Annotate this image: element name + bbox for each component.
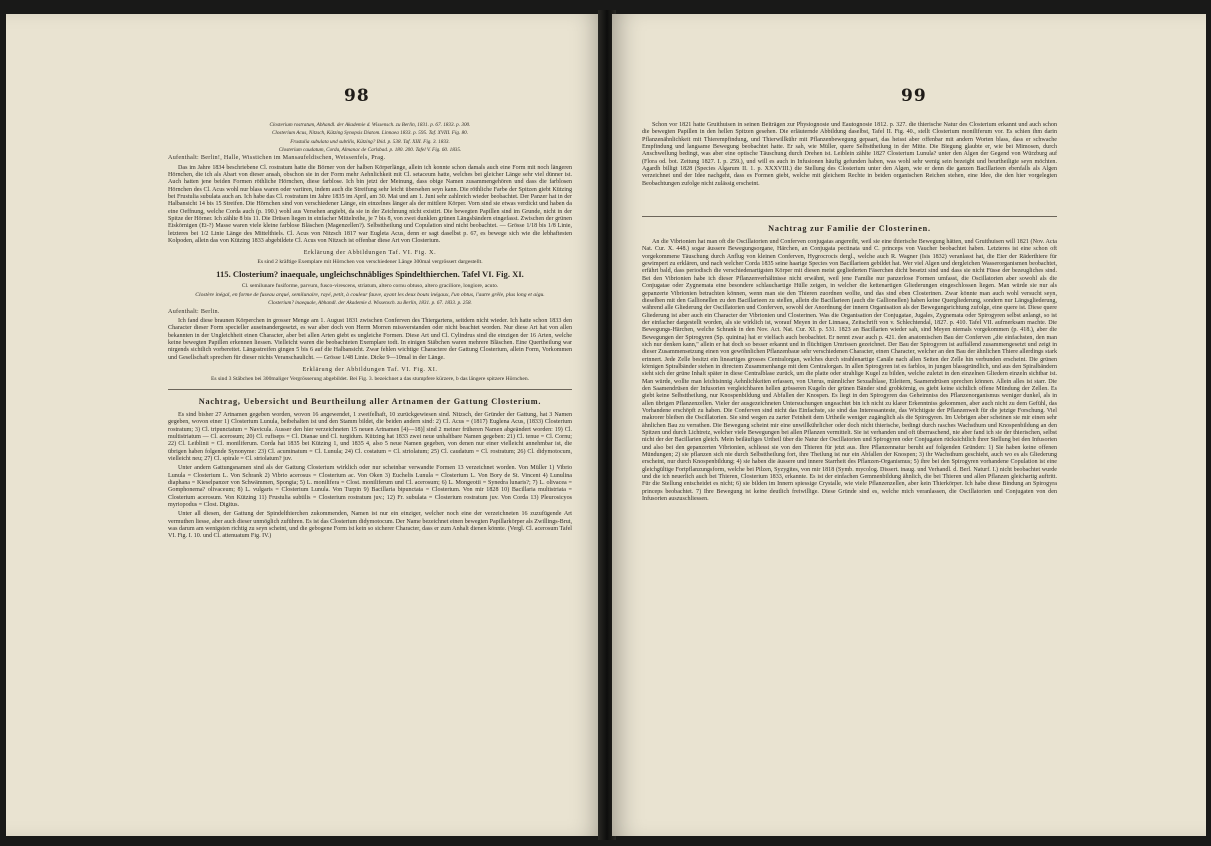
species-diagnosis-latin: Cl. semilunare fusiforme, parvum, fusco-virescens, striatum, altero cornu obtuso, altero graciliore, longiore, acuto.	[241, 283, 499, 290]
figure-explanation-heading: Erklärung der Abbildungen Taf. VI. Fig. XI.	[302, 366, 438, 374]
figure-explanation-text: Es sind 3 Stäbchen bei 300maliger Vergrösserung abgebildet. Bei Fig. 3. bezeichnet a das stumpfere kürzere, b das längere spitzere Hörnchen.	[210, 376, 530, 383]
section-heading: Nachtrag, Uebersicht und Beurtheilung aller Artnamen der Gattung Closterium.	[198, 396, 542, 406]
body-paragraph: An die Vibrionien hat man oft die Oscillatorien und Conferven conjugatas angereiht, weil sie eine thierische Bewegung hätten, und Gruithuisen will 1821 (Nov. Acta Nat. Cur. X. 448.) sogar äussere Bewegungsorgane, Härchen, an Conjugata pectinata und C. princeps von Vaucher beobachtet haben. Letzteres ist eine schon oft vorgekommene Täuschung durch Anflug von kleinen Conferven, Hygrocrocis dergl., welche auch R. Wagner (Isis 1832) veranlasst hat, die Eier der Räderthiere für gewimpert zu erklären, und nach welcher Corda 1835 seine haarige Species von Bacillarieen gebildet hat. Wer viel Algen und dergleichen Wasserorganismen beobachtet, erfährt bald, dass periodisch die verschiedenartigsten Körper mit diesen meist gegliederten Fäserchen dicht besetzt sind und dass sie nicht Füsse der bezeugliches sind. Bei den Vibrionien habe ich dieser Pflanzenverhältnisse nicht erwähnt, weil jene Familie nur panzerlose Formen umfasst, die Oscillatorien aber sowohl als die Conjugatae oder Zygnemata eine besondere schlauchartige Hülle zeigen, in welcher die kettenartigen Gliederungen eingeschlossen liegen. Man würde sie nur als gepanzerte Vibrionien betrachten können, wenn man sie den Thieren zuordnen wollte, und das sind eben Closterinen. Zwar könnte man auch wohl versucht seyn, dieselben mit den Gallionellen zu den Bacillarieen zu stellen, allein die Bacillarieen (auch die Gallionellen) haben keine Quergliederung, sondern nur Längsgliederung, während alle Gliederung der Oscillatorien und Conferven, sowohl der Anordnung der innern Organisation als der Bewegungsrichtung zufolge, eine quere ist. Diese quere Gliederung ist aber auch ein Character der Vibrionien und Closterinen. Was die Organisation der Conjugatae, Jugales, Zygnemata oder Spirogyren selbst anlangt, so ist der einfacher dargestellt worden, als sie wirklich ist, worauf Meyen in der Linnaea, Zeitschrift von v. Schlechtendal, 1827. p. 410. Tafel VII. aufmerksam machte. Die Bewegungs-Härchen, welche Schrank in den Nov. Act. Nat. Cur. XI. p. 531. 1823 an Bacillarien wieder sah, sind Meyen niemals vorgekommen (p. 418.), aber die Bewegungen der Spirogyren (Sp. quinina) hat er vielfach auch beobachtet. Er nennt zwar auch p. 421. den anatomischen Bau der Conferven „die einfachsten, den man sich nur denken kann," allein er hat doch so besser erkannt und in flüchtigen Umrissen gezeichnet. Der Bau der Spirogyren ist auffallend zusammengesetzt und zeigt in dieser Zusammensetzung einen von gewöhnlichen Pflanzenbaue sehr verschiedenen Character, einen Character, welcher an den Bau der ähnlichen Thiere allerdings stark erinnert. Jede Zelle besitzt ein lineartiges grosses Centralorgan, welches durch strahlenartige Canäle nach allen Seiten der Zelle hin verbunden erscheint. Die grünen körnigen Spiralbänder stehen in directem Zusammenhange mit dem Centralorgan. In allen Spirogyren ist es farblos, in jungen blassgründlich, und aus den Spiralbändern sieht sich der grüne Inhalt später in diese Centralblase zurück, um die platte oder strahlige Kugel zu bilden, welche zuletzt in den einzelnen Gliedern einzeln sichtbar ist. Man würde, wollte man leichtsinnig Aehnlichkeiten erfassen, von Uterus, männlicher Sexualblase, Eileitern, Saamendrüsen sprechen können. Allein alles ist starr. Die den Saamendrüsen der Infusorien vergleichbaren hellen grösseren Kugeln der grünen Bänder sind grobkörnig, es giebt keine sichtlich offene Mündung der Zellen. Es giebt keine Selbsttheilung, nur Knospenbildung und Abfallen der Knospen. Es liegt in den Spirogyren das Geheimniss des Pflanzenorganismus weniger dunkel, als in allen übrigen Pflanzenzellen. Vieler der ausgezeichneten Untersuchungen ungeachtet bin ich nicht zu klarer Erkenntniss gekommen, aber auch nicht zu dem Gefühl, das Vorhandene erschöpft zu haben. Die Conferven sind nicht das Einfachste, sie sind das Interessanteste, das Wichtigste der Pflanzenwelt für die jetzige Forschung. Viel makrorer bleiben die Oscillatorien. Sie sind wegen zu zarter Feinheit dem Urtheile weniger zugänglich als die Spirogyren. Im Uebrigen aber scheinen sie mir einen sehr ähnlichen Bau zu verrathen. Die Bewegung scheint mir eine unwillkührlicher oder doch nicht thierische, bedingt durch rasches Wachsthum und Knospenbildung an den Spitzen und durch Lichtreiz, welcher viele Bewegungen bei allen Pflanzen vermittelt. Sie ist verhanden und oft überraschend, nie aber fand ich sie der thierischen, selbst nicht der der Bacillarien gleich. Mein beiläufiges Urtheil über die Natur der Oscillatorien und Spirogyren oder Conjugaten rücksichtlich ihrer Stellung bei den Infusorien und also bei den gepanzerten Vibrionien, schliesst sie von den Thieren für jetzt aus. Ihre Pflanzennatur beruht auf folgenden Gründen: 1) Sie haben keine offenen Mündungen; 2) sie pflanzen sich nie durch Selbsttheilung fort, ihre Theilung ist nur ein Abfallen der Knospen; 3) ihr Wachsthum geschieht, auch wo es als Gliederung erscheint, nur durch Knospenbildung; 4) sie haben die äussere und innere Starrheit des Pflanzen-Organismus; 5) ihre bei den Spirogyren vorhandene Copulation ist eine gleichgültige Fortpflanzungsform, welche bei Pilzen, Syzygites, von mir 1818 (Symb. mycolog. Dissert. inaug. und Verhandl. d. Berl. Naturf. I.) nicht beobachtet wurde und die ich neuerlich auch bei Thieren, Closterium 1833, erkannte. Es ist der einfachen Gemmenbildung ähnlich, die bei Thieren und allen Pflanzen gleichartig auftritt. Für die Stellung entscheidet es nicht; 6) sie bilden im Innern spiessige Crystalle, wie viele Pflanzenzellen, aber kein Thierkörper. Ich habe diese Bindung an Spirogyra princeps beobachtet. 7) Ihre Bewegung ist keine deutlich freiwillige. Diese Gründe sind es, welche mich veranlassen, die Oscillatorien und Conjugaten von den Infusorien auszuschliessen.	[642, 239, 1057, 503]
species-diagnosis-french: Clostère inégal, en forme de fuseau arqué, semilunaire, rayé, petit, à couleur fauve, ayant les deux bouts inégaux, l'un obtus, l'autre grêle, plus long et aigu.	[195, 291, 545, 298]
body-paragraph: Es sind bisher 27 Artnamen gegeben worden, wovon 16 angewendet, 1 zweifelhaft, 10 zurückgewiesen sind. Nitzsch, der Gründer der Gattung, hat 3 Namen gegeben, wovon einer 1) Closterium Lunula, beibehalten ist und den Stamm bildet, die beiden andern sind: 2) Cl. Acus = (1817) Euglena Acus, (1833) Closterium rostratum; 3) Cl. tripunctatum = Navicula. Ausser den hier verzeichneten 15 neuen Artnamen [4)—18)] sind 2 meiner früheren Namen abgeändert worden: 19) Cl. multistriatum — Cl. acerosum; 20) Cl. rufiseps = Cl. Dianae und Cl. turgidum. Kützing hat 1833 zwei neue unhaltbare Namen gegeben: 21) Cl. tenue = Cl. Cornu; 22) Cl. Leiblinii = Cl. moniliferum. Corda hat 1835 bei Kützing 1, und 1835 4, also 5 neue Namen gegeben, von denen nur einer vielleicht annehmbar ist, die übrigen haben folgende Synonyme: 23) Cl. acuminatum = Cl. Lunula; 24) Cl. costatum = Cl. striolatum; 25) Cl. caudatum = Cl. rostratum; 26) Cl. didymotocum, vielleicht neu; 27) Cl. spirale = Cl. striolatum? juv.	[168, 411, 572, 462]
body-paragraph: Das im Jahre 1834 beschriebene Cl. rostratum hatte die Börner von der halben Körperlänge, allein ich konnte schon damals auch eine Form mit noch längeren Hörnchen, die ich als Abart von dieser ansah, obschon sie in der Form mehr Aehnlichkeit mit Cl. setaceum hatte, welches bei gleicher Länge sehr viel dünner ist. Auch hatten jene beiden Formen röthliche Hörnchen, diese farblose. Ich bin jetzt der Meinung, dass obige Namen zusammengehören und dass die farblosen Hörnchen des Cl. Acus wohl nur blass waren oder variiren, indem auch die Streifung sehr leicht übersehen seyn kann. Die röthliche Farbe der Spitzen giebt Kützing bei Frustulia subulata auch an. Ich habe das Cl. rostratum im Jahre 1835 im April, am 30. Mai und am 1. Juni sehr zahlreich wieder beobachtet. Der Panzer hat in der Halbansicht 14 bis 15 Streifen. Die Hörnchen sind von verschiedener Länge, ein einzelnes länger als der mittlere Körper. Vorn sind sie etwas verdickt und haben da eine Oeffnung, welche Corda auch (p. 190.) wohl aus Versehen angiebt, da sie in der Zeichnung nicht existirt. Die bewegten Papillen sind im Grunde, nicht in der Spitze der Hörner. Ich zählte 8 bis 11. Die Drüsen liegen in einfacher Mittelreihe, je 7 bis 8, von zwei dunklen grünen Längsbändern eingefasst. Zwischen der grünen Eiskörnigen (Ei-?) Masse waren viele kleine farblose Bläschen (Magenzellen?). Selbsttheilung und Copulation sind nicht beobachtet. — Grösse 1/18 bis 1/8 Linie, letzteres bei 1/2 Linie Länge des Mittelthiels. Cl. Acus von Nitzsch 1817 war Eugleta Acus, denn er sagt daselbst p. 67, es bewege sich wie die lebhaftesten Kolpoden, allein das von Kützing 1833 abgebildete Cl. Acus von Nitzsch ist offenbar diese Art von Closterium.	[168, 164, 572, 244]
section-divider	[168, 389, 572, 390]
right-page	[612, 14, 1206, 836]
synonym-reference: Frustulia subulata und subtilis, Kützing? Ibid. p. 538. Taf. XIII. Fig. 3. 1833.	[290, 138, 450, 145]
left-text-column	[168, 122, 572, 543]
page-number: 98	[344, 86, 370, 106]
body-paragraph: Schon vor 1821 hatte Gruithuisen in seinen Beiträgen zur Physiognosie und Eautognosie 1812. p. 327. die thierische Natur des Closterium erkannt und auch schon die bewegten Papillen in den hellen Spitzen gesehen. Die erläuternde Abbildung daselbst, Tafel II. Fig. 40., stellt Closterium moniliferum vor. Es schien ihm darin Pflanzenähnlichkeit mit Thierempfindung, und Thierwillkühr mit Pflanzenbewegung gepaart, das heisst aber offenbar mit andern Worten blass, dass er schwache Empfindung und langsame Bewegung beobachtet hatte. Er sah, wie Müller, quere Selbsttheilung in der Mitte. Die Biegung glaubte er, wie bei Mimosen, durch Anschwellung bedingt, was aber eine optische Täuschung durch Drehen ist. Leiblein zählte 1827 Closterium Lunula? unter den Algen der Gegend von Würzburg auf (Flora od. bot. Zeitung 1827. I. p. 259.), und will es auch in Infusionen häufig gefunden haben, was wohl sehr wenig sein bezeigbt und beurtheiligte seyn möchten. Agardh billigt 1828 (Species Algarum II. 1. p. XXXVIII.) die Stellung des Closterium unter den Algen, wie er denn die ganzen Bacillarieen ebenfalls als Algen verzeichnet und der Idee nachgeht, dass es Formen giebt, welche mit gleichem Rechte in beiden organischen Reichen stehen, eine Idee, die den hier vorgelegten Beobachtungen zufolge nicht zulässig erscheint.	[642, 122, 1057, 187]
left-page	[6, 14, 602, 836]
species-reference: Closterium? inaequale, Abhandl. der Akademie d. Wissensch. zu Berlin, 1831. p. 67. 1833. p. 258.	[268, 300, 472, 307]
synonym-reference: Closterium caudatum, Corda, Almanac de Carlsbad. p. 180. 200. Tafel V. Fig. 60. 1835.	[278, 146, 462, 153]
synonym-reference: Closterium Acus, Nitzsch, Kützing Synopsis Diatom. Linnaea 1833. p. 595. Taf. XVIII. Fig. 80.	[271, 130, 469, 137]
section-divider	[642, 216, 1057, 217]
habitat-line: Aufenthalt: Berlin!, Halle, Wisstichen im Mansaufeldischen, Weissenfels, Prag.	[168, 155, 386, 162]
habitat-line: Aufenthalt: Berlin.	[168, 308, 220, 315]
species-heading: 115. Closterium? inaequale, ungleichschnäbliges Spindelthierchen. Tafel VI. Fig. XI.	[216, 269, 524, 280]
figure-explanation-text: Es sind 2 kräftige Exemplare mit Hörnchen von verschiedener Länge 300mal vergrössert dargestellt.	[257, 259, 483, 266]
body-paragraph: Unter andern Gattungsnamen sind als der Gattung Closterium wirklich oder nur scheinbar verwandte Formen 13 verzeichnet worden. Von Müller 1) Vibrio Lunula = Closterium L. Von Schrank 2) Vibrio acerosus = Closterium ac. Von Oken 3) Euchelis Lunula = Closterium L. Von Bory de St. Vincent 4) Lunulina diaphana = Kieselpanzer von Schwämmen, Spongia; 5) L. monilifera = Clost. moniliferum und Cl. acerosum; 6) L. Mongeotii = Synedra lunaris?; 7) L. olivacea = Gomphonema? olivaceum; 8) L. vulgaris = Closterium Lunula. Von Turpin 9) Bacillaria bipunctata = Closterium. Von mir 1828 10) Bacillaria multistriata = Closterium acerosum. Von Kützing 11) Frustulia subtilis = Closterium rostratum juv.; 12) Fr. subulata = Closterium rostratum juv. Von Corda 13) Pleurosicyos myriopodus = Clost. Digitus.	[168, 465, 572, 508]
section-heading: Nachtrag zur Familie der Closterinen.	[768, 224, 931, 234]
body-paragraph: Ich fand diese braunen Körperchen in grosser Menge am 1. August 1831 zwischen Conferven des Thiergartens, seitdem nicht wieder. Ich hatte schon 1833 den Character dieser Form specieller auseinandergesetzt, es war aber doch von Herrn Morren missverstanden oder nicht beachtet worden. Nur diese Art hat von allen bekannten in der Ungleichheit einen Character, aber bei allen Arten giebt es ungleiche Formen. Diese Art und Cl. Cylindrus sind die einzigen der 16 Arten, welche keine bewegten Papillen erkennen liessen. Vielleicht waren die beobachteten Exemplare todt. In einigen Stäbchen waren mehrere Bläschen. Eine Quertheilung war nirgends sichtlich vorbereitet. Längsstreifen gingen 5 bis 6 auf die Halbansicht. Zwar fehlen wichtige Charactere der Gattung Closterium, allein Form, Vorkommen und Gesellschaft sprechen für dieser nichts Veranschaulicht. — Grösse 1/48 Linie. Dicke 9—10mal in der Länge.	[168, 318, 572, 361]
body-paragraph: Unter all diesen, der Gattung der Spindelthierchen zukommenden, Namen ist nur ein einziger, welcher noch eine der verzeichneten 16 zuzufügende Art vermuthen liesse, aber auch dieser unmöglich zuführen. Es ist das Closterium didymotocum. Der Name bezeichnet einen bewegten Papillarkörper als Zwillings-Brut, was darum am wenigsten richtig zu seyn scheint, und die gebogene Form ist kein so sicherer Character, dass er zum Anhalt dienen könnte. (Vergl. Cl. acerosum Tafel VI. Fig. I. 10. und Cl. attenuatum Fig. IV.)	[168, 511, 572, 540]
figure-explanation-heading: Erklärung der Abbildungen Taf. VI. Fig. X.	[303, 249, 437, 257]
synonym-reference: Closterium rostratum, Abhandl. der Akademie d. Wissensch. zu Berlin, 1831. p. 67. 1833. p. 300.	[269, 122, 471, 128]
right-text-column	[642, 122, 1057, 505]
page-number: 99	[901, 86, 927, 106]
